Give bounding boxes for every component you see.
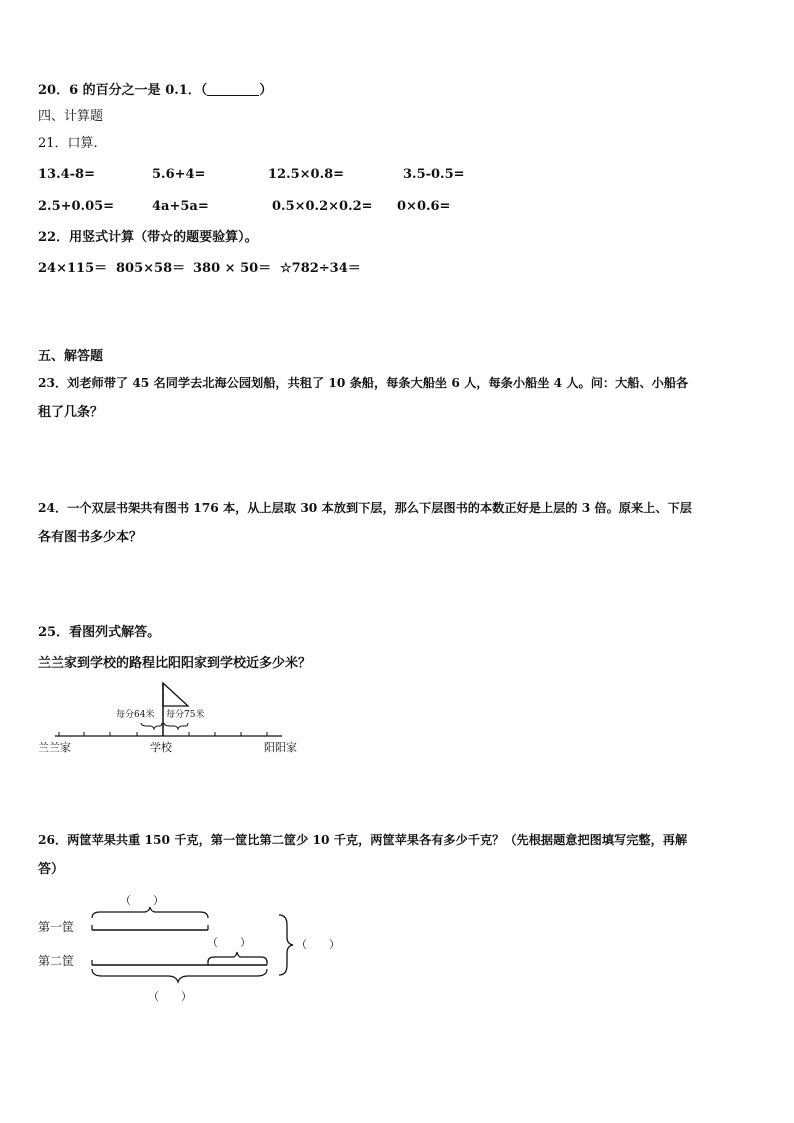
brace-bottom [92, 969, 267, 982]
brace-top [92, 907, 208, 918]
q20-line [38, 83, 272, 99]
brace-diff [208, 952, 267, 962]
q23-line-2: 租了几条？ [38, 405, 104, 420]
q25-speed-left: 每分64米 [116, 710, 155, 720]
brace-right [164, 723, 188, 729]
section-5-heading: 五、解答题 [38, 349, 104, 364]
q21-r1-1: 13.4-8= [38, 167, 95, 182]
flag-icon [163, 683, 188, 706]
q21-r1-4: 3.5-0.5= [403, 167, 465, 182]
q25-label-mid: 学校 [150, 741, 172, 754]
q24-line-1: 24．一个双层书架共有图书 176 本，从上层取 30 本放到下层，那么下层图书的本数正好是上层的 3 倍。原来上、下层 [38, 501, 692, 515]
q26-row2-label: 第二筐 [38, 954, 75, 968]
q21-title: 21．口算. [38, 136, 98, 151]
q25-speed-right: 每分75米 [166, 710, 205, 720]
q26-line-2: 答） [38, 862, 65, 877]
q26-line-1: 26．两筐苹果共重 150 千克，第一筐比第二筐少 10 千克，两筐苹果各有多少千克？（先根据题意把图填写完整，再解 [38, 833, 688, 847]
q21-r2-3: 0.5×0.2×0.2= [272, 199, 373, 214]
q21-r1-3: 12.5×0.8= [268, 167, 345, 182]
q23-line-1: 23．刘老师带了 45 名同学去北海公园划船，共租了 10 条船，每条大船坐 6 人，每条小船坐 4 人。问：大船、小船各 [38, 376, 689, 390]
q20-text: 20．6 的百分之一是 0.1．（ [38, 83, 208, 98]
brace-left [141, 723, 162, 729]
brace-total [279, 915, 293, 975]
q22-item-3: 380 × 50＝ [193, 261, 272, 276]
q26-diagram [0, 885, 794, 1015]
q26-row1-label: 第一筐 [38, 920, 75, 934]
q22-item-2: 805×58＝ [116, 261, 186, 276]
q25-question: 兰兰家到学校的路程比阳阳家到学校近多少米？ [38, 656, 312, 671]
q20-close: ） [259, 83, 273, 98]
q26-paren-bottom[interactable]: （ ） [148, 990, 192, 1003]
q22-item-4: ☆782÷34＝ [280, 261, 361, 276]
q25-diagram [0, 680, 794, 760]
q26-paren-top[interactable]: （ ） [120, 894, 164, 907]
section-4-heading: 四、计算题 [38, 109, 104, 124]
q25-title: 25．看图列式解答。 [38, 625, 161, 640]
q26-paren-total[interactable]: （ ） [296, 938, 340, 951]
q22-title: 22．用竖式计算（带☆的题要验算）。 [38, 230, 258, 245]
q24-line-2: 各有图书多少本？ [38, 530, 143, 545]
q25-label-right: 阳阳家 [264, 741, 297, 754]
q21-r2-4: 0×0.6= [397, 199, 451, 214]
q21-r1-2: 5.6+4= [152, 167, 206, 182]
q25-label-left: 兰兰家 [38, 741, 71, 754]
q20-answer-blank[interactable] [207, 83, 259, 96]
q21-r2-1: 2.5+0.05= [38, 199, 115, 214]
q21-r2-2: 4a+5a= [152, 199, 209, 214]
q26-paren-diff[interactable]: （ ） [207, 936, 251, 949]
q22-item-1: 24×115＝ [38, 261, 108, 276]
